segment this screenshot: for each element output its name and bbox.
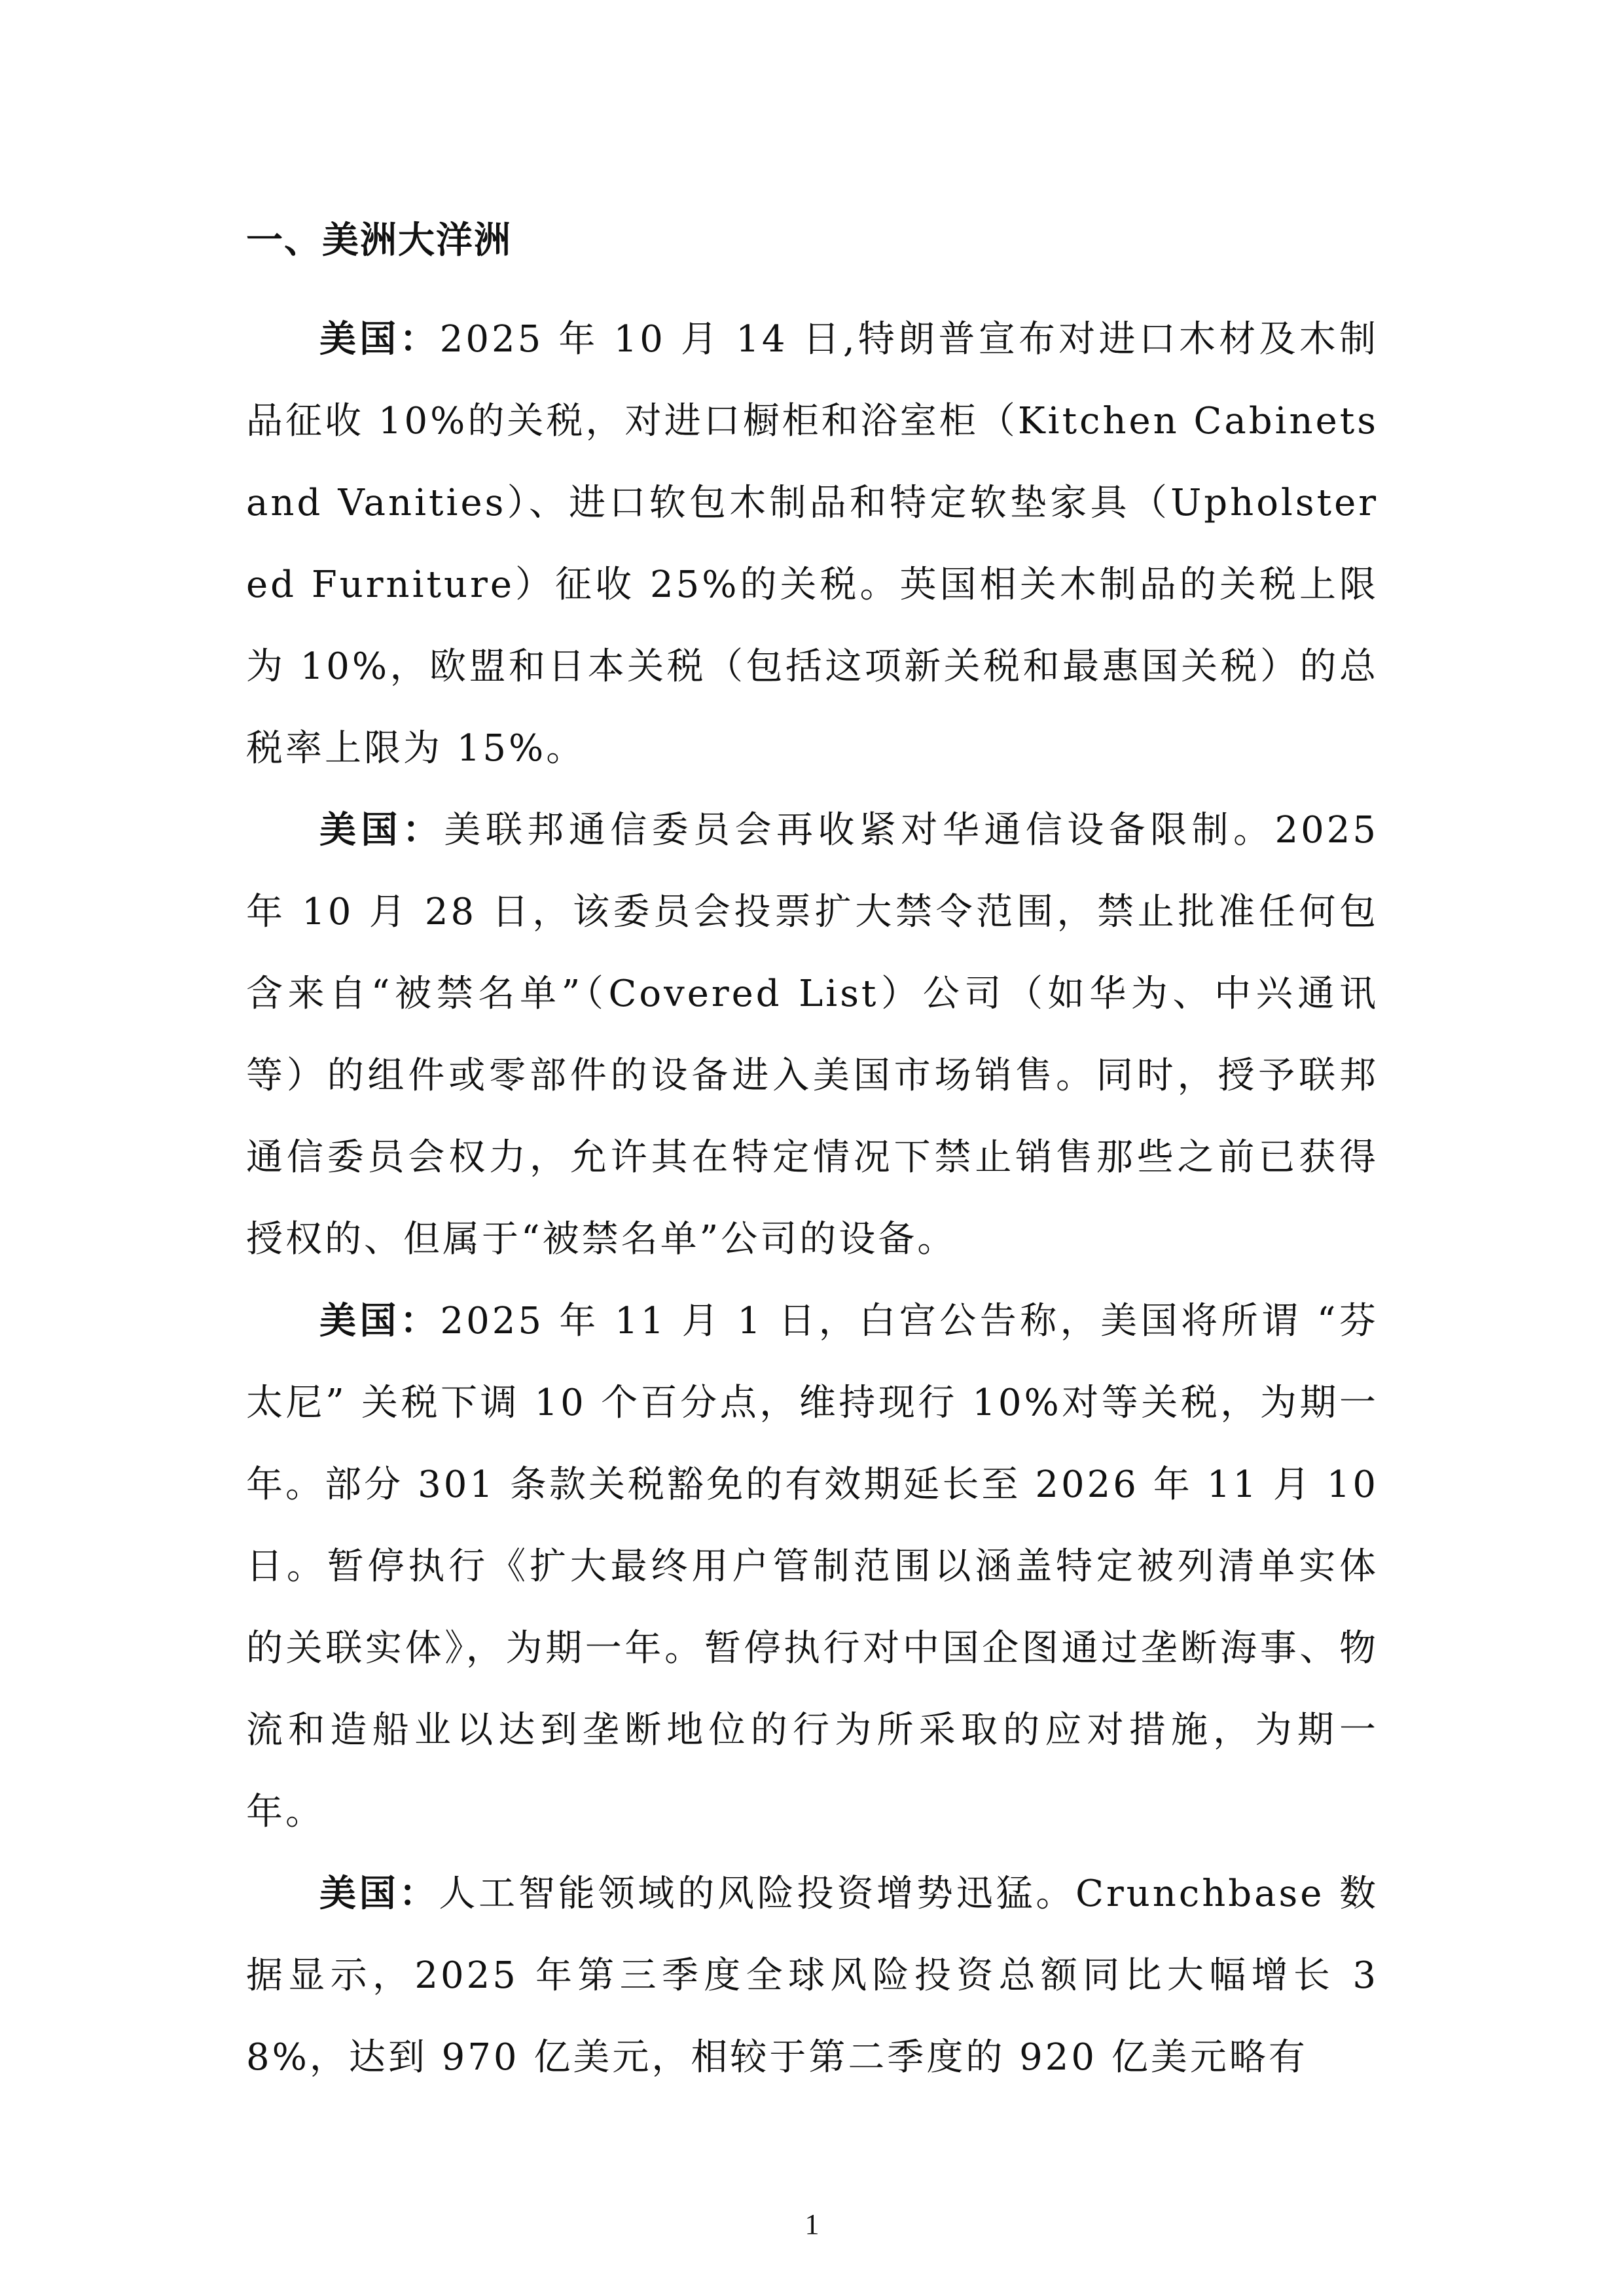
paragraph-wood-tariffs	[246, 298, 1379, 789]
paragraph-fcc-restrictions	[246, 789, 1379, 1280]
paragraph-text: 人工智能领域的风险投资增势迅猛。Crunchbase 数据显示，2025 年第三季度全球风险投资总额同比大幅增长 38%，达到 970 亿美元，相较于第二季度的 920 亿美元略有	[246, 1873, 1379, 2079]
paragraph-lead: 美国：	[319, 809, 444, 852]
paragraph-lead: 美国：	[319, 318, 440, 361]
page-number: 1	[804, 2208, 820, 2240]
paragraph-white-house-announcement	[246, 1280, 1379, 1853]
paragraph-text: 2025 年 11 月 1 日，白宫公告称，美国将所谓 “芬太尼” 关税下调 10 个百分点，维持现行 10%对等关税，为期一年。部分 301 条款关税豁免的有效期延长至 2026 年 11 月 10 日。暂停执行《扩大最终用户管制范围以涵盖特定被列清单实体的关联实体》，为期一年。暂停执行对中国企图通过垄断海事、物流和造船业以达到垄断地位的行为所采取的应对措施，为期一年。	[246, 1300, 1379, 1833]
paragraph-text: 2025 年 10 月 14 日,特朗普宣布对进口木材及木制品征收 10%的关税，对进口橱柜和浴室柜（Kitchen Cabinets and Vanities）、进口软包木制品和特定软垫家具（Upholstered Furniture）征收 25%的关税。英国相关木制品的关税上限为 10%，欧盟和日本关税（包括这项新关税和最惠国关税）的总税率上限为 15%。	[246, 318, 1379, 770]
document-body	[246, 216, 1379, 2098]
section-heading: 一、美洲大洋洲	[246, 219, 512, 262]
paragraph-ai-venture-capital	[246, 1853, 1379, 2098]
paragraph-text: 美联邦通信委员会再收紧对华通信设备限制。2025 年 10 月 28 日，该委员会投票扩大禁令范围，禁止批准任何包含来自“被禁名单”（Covered List）公司（如华为、中兴通讯等）的组件或零部件的设备进入美国市场销售。同时，授予联邦通信委员会权力，允许其在特定情况下禁止销售那些之前已获得授权的、但属于“被禁名单”公司的设备。	[246, 809, 1379, 1261]
paragraph-lead: 美国：	[319, 1300, 441, 1342]
paragraph-lead: 美国：	[319, 1873, 439, 1915]
